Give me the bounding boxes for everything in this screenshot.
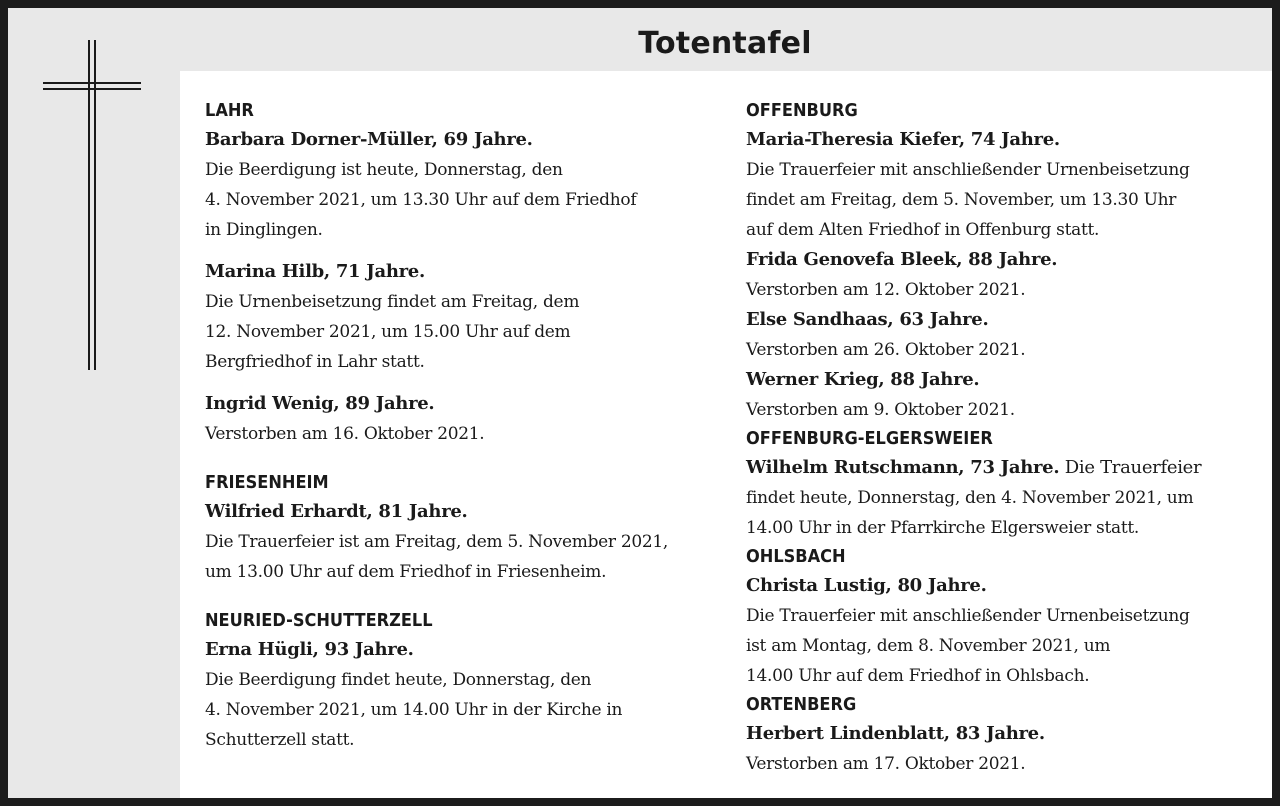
detail-line: 4. November 2021, um 14.00 Uhr in der Kirche in <box>205 700 623 720</box>
deceased-name: Frida Genovefa Bleek, 88 Jahre. <box>746 249 1058 270</box>
town-heading: NEURIED-SCHUTTERZELL <box>205 610 433 631</box>
section-offenburg-elgersweier <box>746 425 1271 543</box>
deceased-name-with-detail <box>746 453 1271 483</box>
detail-line: in Dinglingen. <box>205 220 323 240</box>
deceased-name: Maria-Theresia Kiefer, 74 Jahre. <box>746 129 1060 150</box>
detail-line: findet am Freitag, dem 5. November, um 13.30 Uhr <box>746 190 1177 210</box>
detail-line: 14.00 Uhr in der Pfarrkirche Elgersweier statt. <box>746 518 1139 538</box>
cross-icon <box>43 40 143 375</box>
detail-line: auf dem Alten Friedhof in Offenburg statt. <box>746 220 1100 240</box>
town-heading: OFFENBURG <box>746 100 858 121</box>
detail-line: Verstorben am 17. Oktober 2021. <box>746 754 1026 774</box>
detail-line: Bergfriedhof in Lahr statt. <box>205 352 425 372</box>
detail-line: 12. November 2021, um 15.00 Uhr auf dem <box>205 322 571 342</box>
detail-line: Verstorben am 9. Oktober 2021. <box>746 400 1015 420</box>
detail-inline: Die Trauerfeier <box>1059 457 1202 478</box>
deceased-name: Ingrid Wenig, 89 Jahre. <box>205 393 435 414</box>
section-ortenberg <box>746 691 1271 779</box>
town-heading: LAHR <box>205 100 254 121</box>
section-lahr <box>205 97 725 449</box>
detail-line: 4. November 2021, um 13.30 Uhr auf dem Friedhof <box>205 190 637 210</box>
detail-line: Verstorben am 26. Oktober 2021. <box>746 340 1026 360</box>
detail-line: Verstorben am 16. Oktober 2021. <box>205 424 485 444</box>
detail-line: Die Urnenbeisetzung findet am Freitag, dem <box>205 292 580 312</box>
detail-line: 14.00 Uhr auf dem Friedhof in Ohlsbach. <box>746 666 1090 686</box>
right-column <box>746 97 1271 779</box>
town-heading: FRIESENHEIM <box>205 472 329 493</box>
deceased-name: Wilfried Erhardt, 81 Jahre. <box>205 501 468 522</box>
left-column <box>205 97 725 755</box>
detail-line: Die Trauerfeier mit anschließender Urnenbeisetzung <box>746 606 1190 626</box>
detail-line: Schutterzell statt. <box>205 730 355 750</box>
section-neuried-schutterzell <box>205 607 725 755</box>
page-title: Totentafel <box>638 26 812 61</box>
detail-line: findet heute, Donnerstag, den 4. November 2021, um <box>746 488 1194 508</box>
deceased-name: Barbara Dorner-Müller, 69 Jahre. <box>205 129 533 150</box>
obituary-panel <box>180 71 1280 806</box>
detail-line: Die Beerdigung ist heute, Donnerstag, den <box>205 160 563 180</box>
deceased-name: Marina Hilb, 71 Jahre. <box>205 261 425 282</box>
deceased-name: Herbert Lindenblatt, 83 Jahre. <box>746 723 1045 744</box>
detail-line: um 13.00 Uhr auf dem Friedhof in Friesenheim. <box>205 562 607 582</box>
deceased-name: Werner Krieg, 88 Jahre. <box>746 369 980 390</box>
section-friesenheim <box>205 469 725 587</box>
deceased-name: Christa Lustig, 80 Jahre. <box>746 575 987 596</box>
town-heading: ORTENBERG <box>746 694 857 715</box>
section-offenburg <box>746 97 1271 425</box>
deceased-name: Else Sandhaas, 63 Jahre. <box>746 309 989 330</box>
detail-line: ist am Montag, dem 8. November 2021, um <box>746 636 1111 656</box>
detail-line: Die Beerdigung findet heute, Donnerstag, den <box>205 670 592 690</box>
section-ohlsbach <box>746 543 1271 691</box>
deceased-name: Erna Hügli, 93 Jahre. <box>205 639 414 660</box>
detail-line: Die Trauerfeier ist am Freitag, dem 5. November 2021, <box>205 532 669 552</box>
deceased-name: Wilhelm Rutschmann, 73 Jahre. <box>746 457 1060 478</box>
detail-line: Die Trauerfeier mit anschließender Urnenbeisetzung <box>746 160 1190 180</box>
town-heading: OHLSBACH <box>746 546 846 567</box>
town-heading: OFFENBURG-ELGERSWEIER <box>746 428 993 449</box>
detail-line: Verstorben am 12. Oktober 2021. <box>746 280 1026 300</box>
